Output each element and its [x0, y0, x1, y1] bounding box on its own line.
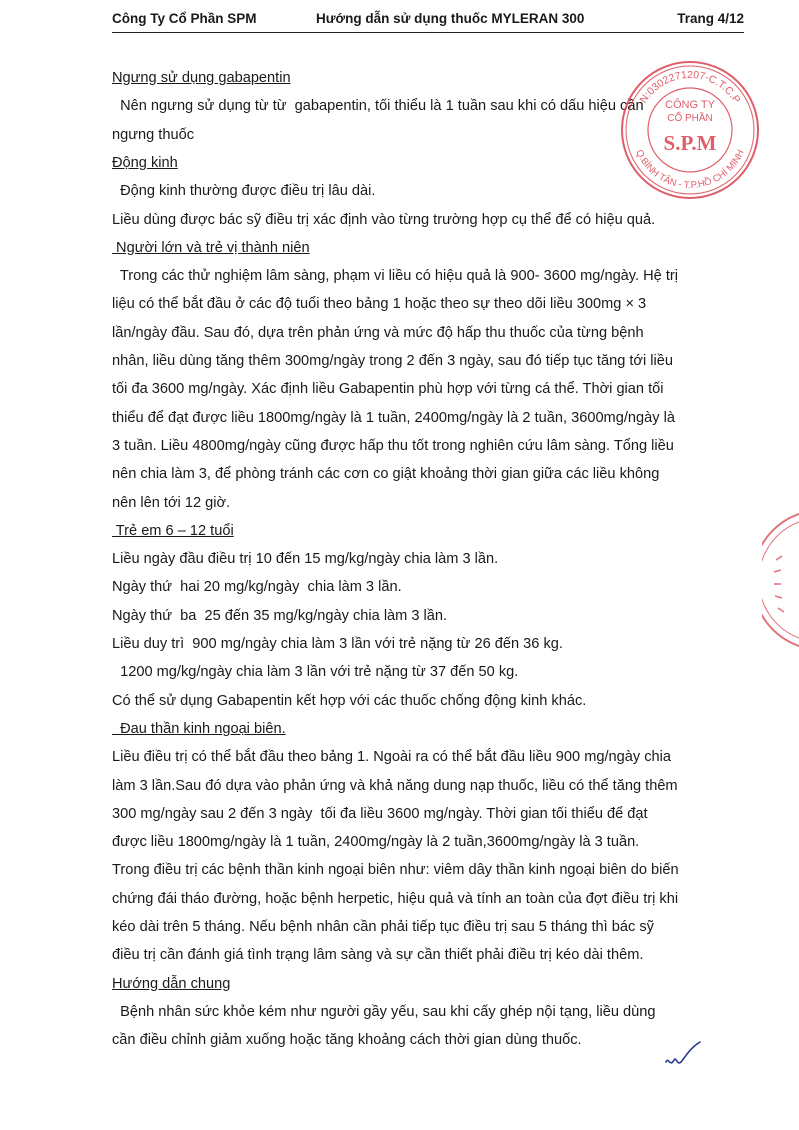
- stamp-line3: S.P.M: [663, 131, 717, 155]
- text-line: 300 mg/ngày sau 2 đến 3 ngày tối đa liều 3600 mg/ngày. Thời gian tối thiểu để đạt: [112, 805, 648, 822]
- text-line: Nên ngưng sử dụng từ từ gabapentin, tối thiểu là 1 tuần sau khi có dấu hiệu cần: [112, 98, 644, 115]
- text-line: Trong điều trị các bệnh thần kinh ngoại biên như: viêm dây thần kinh ngoại biên do biến: [112, 862, 679, 879]
- section-heading: Trẻ em 6 – 12 tuổi: [112, 522, 234, 539]
- text-line: Ngày thứ ba 25 đến 35 mg/kg/ngày chia làm 3 lần.: [112, 607, 448, 624]
- text-line: được liều 1800mg/ngày là 1 tuần, 2400mg/ngày là 2 tuần,3600mg/ngày là 3 tuần.: [112, 834, 640, 851]
- section-heading: Người lớn và trẻ vị thành niên: [112, 239, 310, 256]
- initials-signature: [660, 1038, 708, 1072]
- text-line: nên chia làm 3, để phòng tránh các cơn co giật khoảng thời gian giữa các liều không: [112, 466, 660, 483]
- text-line: Ngày thứ hai 20 mg/kg/ngày chia làm 3 lần.: [112, 579, 402, 596]
- text-line: Bệnh nhân sức khỏe kém như người gầy yếu, sau khi cấy ghép nội tạng, liều dùng: [112, 1003, 656, 1020]
- text-line: cần điều chỉnh giảm xuống hoặc tăng khoảng cách thời gian dùng thuốc.: [112, 1032, 582, 1049]
- text-line: ngưng thuốc: [112, 126, 194, 143]
- section-heading: Đau thần kinh ngoại biên.: [112, 720, 286, 737]
- text-line: chứng đái tháo đường, hoặc bệnh herpetic, hiệu quả và tính an toàn của đợt điều trị khi: [112, 890, 679, 907]
- text-line: Trong các thử nghiệm lâm sàng, phạm vi liều có hiệu quả là 900- 3600 mg/ngày. Hệ trị: [112, 268, 678, 285]
- stamp-bottom-text: Q.BÌNH TÂN - T.P.HỒ CHÍ MINH: [633, 148, 747, 192]
- text-line: 1200 mg/kg/ngày chia làm 3 lần với trẻ nặng từ 37 đến 50 kg.: [112, 664, 519, 681]
- section-heading: Động kinh: [112, 154, 178, 171]
- text-line: lần/ngày đầu. Sau đó, dựa trên phản ứng và mức độ hấp thu thuốc của từng bệnh: [112, 324, 644, 341]
- document-title: Hướng dẫn sử dụng thuốc MYLERAN 300: [316, 11, 585, 26]
- section-heading: Ngưng sử dụng gabapentin: [112, 70, 291, 86]
- text-line: liệu có thể bắt đầu ở các độ tuổi theo bảng 1 hoặc theo sự theo dõi liều 300mg × 3: [112, 296, 647, 313]
- text-line: kéo dài trên 5 tháng. Nếu bệnh nhân cần phải tiếp tục điều trị sau 5 tháng thì bác sỹ: [112, 919, 654, 935]
- text-line: Liều dùng được bác sỹ điều trị xác định vào từng trường hợp cụ thể để có hiệu quả.: [112, 211, 656, 228]
- company-stamp: [618, 58, 762, 202]
- stamp-line2: CỔ PHẦN: [667, 113, 713, 124]
- text-line: điều trị cần đánh giá tình trạng lâm sàng và sự cần thiết phải điều trị kéo dài thêm.: [112, 947, 644, 964]
- section-heading: Hướng dẫn chung: [112, 975, 231, 992]
- stamp-line1: CÔNG TY: [665, 99, 715, 111]
- stamp-top-text: N:0302271207-C.T.C.P: [637, 68, 743, 106]
- text-line: Động kinh thường được điều trị lâu dài.: [112, 183, 376, 200]
- text-line: 3 tuần. Liều 4800mg/ngày cũng được hấp thu tốt trong nghiên cứu lâm sàng. Tổng liều: [112, 437, 674, 454]
- text-line: Liều điều trị có thể bắt đầu theo bảng 1. Ngoài ra có thể bắt đầu liều 900 mg/ngày chia: [112, 749, 672, 766]
- company-name: Công Ty Cổ Phần SPM: [112, 11, 257, 26]
- text-line: nhân, liều dùng tăng thêm 300mg/ngày trong 2 đến 3 ngày, sau đó tiếp tục tăng tới liều: [112, 353, 674, 369]
- text-line: thiểu để đạt được liều 1800mg/ngày là 1 tuần, 2400mg/ngày là 2 tuần, 3600mg/ngày là: [112, 409, 675, 426]
- text-line: tối đa 3600 mg/ngày. Xác định liều Gabapentin phù hợp với từng cá thể. Thời gian tối: [112, 381, 664, 398]
- text-line: nên lên tới 12 giờ.: [112, 494, 231, 511]
- text-line: làm 3 lần.Sau đó dựa vào phản ứng và khả năng dung nạp thuốc, liều có thể tăng thêm: [112, 777, 678, 794]
- page-header: [112, 10, 744, 33]
- page-number: Trang 4/12: [677, 11, 744, 26]
- text-line: Có thể sử dụng Gabapentin kết hợp với các thuốc chống động kinh khác.: [112, 692, 587, 709]
- page-seal-fragment: [762, 510, 799, 650]
- text-line: Liều ngày đầu điều trị 10 đến 15 mg/kg/ngày chia làm 3 lần.: [112, 551, 499, 568]
- text-line: Liều duy trì 900 mg/ngày chia làm 3 lần với trẻ nặng từ 26 đến 36 kg.: [112, 636, 563, 652]
